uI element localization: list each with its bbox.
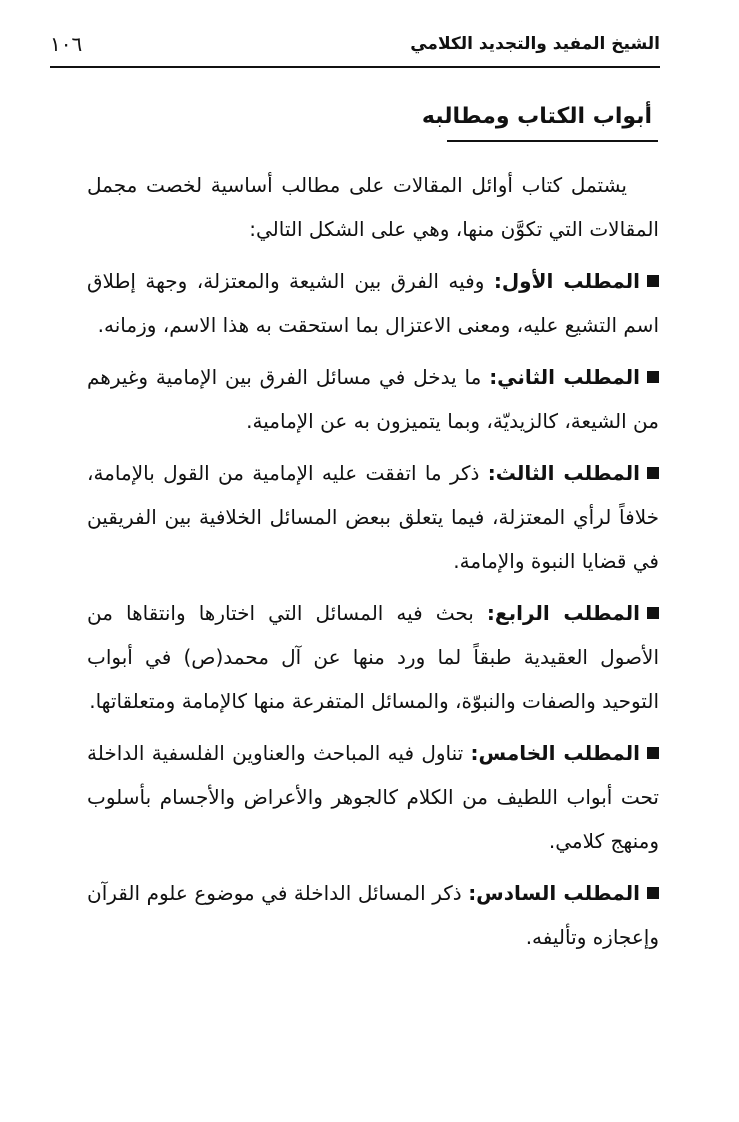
square-bullet-icon	[647, 607, 659, 619]
section-heading: أبواب الكتاب ومطالبه	[421, 104, 652, 129]
item-label: المطلب الرابع:	[486, 601, 640, 625]
item-text: تناول فيه المباحث والعناوين الفلسفية الداخلة تحت أبواب اللطيف من الكلام كالجوهر والأعراض والأجسام بأسلوب ومنهج كلامي.	[87, 741, 659, 853]
item-text: ذكر المسائل الداخلة في موضوع علوم القرآن وإعجازه وتأليفه.	[87, 881, 659, 949]
item-text: ما يدخل في مسائل الفرق بين الإمامية وغيرهم من الشيعة، كالزيديّة، وبما يتميزون به عن الإمامية.	[87, 365, 659, 433]
item-label: المطلب الأول:	[493, 269, 640, 293]
item-paragraph-1	[87, 259, 659, 347]
square-bullet-icon	[647, 467, 659, 479]
item-paragraph-3	[87, 451, 659, 583]
heading-underline	[447, 140, 658, 142]
section-body	[87, 163, 659, 967]
item-paragraph-4	[87, 591, 659, 723]
item-paragraph-6	[87, 871, 659, 959]
intro-paragraph: يشتمل كتاب أوائل المقالات على مطالب أساسية لخصت مجمل المقالات التي تكوَّن منها، وهي على الشكل التالي:	[87, 173, 659, 241]
running-header	[50, 30, 660, 66]
running-title: الشيخ المفيد والتجديد الكلامي	[410, 34, 660, 54]
item-paragraph-5	[87, 731, 659, 863]
square-bullet-icon	[647, 371, 659, 383]
header-rule	[50, 66, 660, 68]
item-label: المطلب السادس:	[468, 881, 640, 905]
item-text: بحث فيه المسائل التي اختارها وانتقاها من الأصول العقيدية طبقاً لما ورد منها عن آل محمد(ص) في أبواب التوحيد والصفات والنبوّة، والمسائل المتفرعة منها كالإمامة ومتعلقاتها.	[87, 601, 659, 713]
item-label: المطلب الخامس:	[470, 741, 641, 765]
item-label: المطلب الثاني:	[489, 365, 641, 389]
item-text: ذكر ما اتفقت عليه الإمامية من القول بالإمامة، خلافاً لرأي المعتزلة، فيما يتعلق ببعض المسائل الخلافية بين الفريقين في قضايا النبوة والإمامة.	[87, 461, 659, 573]
page-number: ١٠٦	[50, 32, 83, 56]
square-bullet-icon	[647, 275, 659, 287]
square-bullet-icon	[647, 747, 659, 759]
square-bullet-icon	[647, 887, 659, 899]
item-text: وفيه الفرق بين الشيعة والمعتزلة، وجهة إطلاق اسم التشيع عليه، ومعنى الاعتزال بما استحقت به هذا الاسم، وزمانه.	[87, 269, 659, 337]
item-label: المطلب الثالث:	[487, 461, 640, 485]
item-paragraph-2	[87, 355, 659, 443]
